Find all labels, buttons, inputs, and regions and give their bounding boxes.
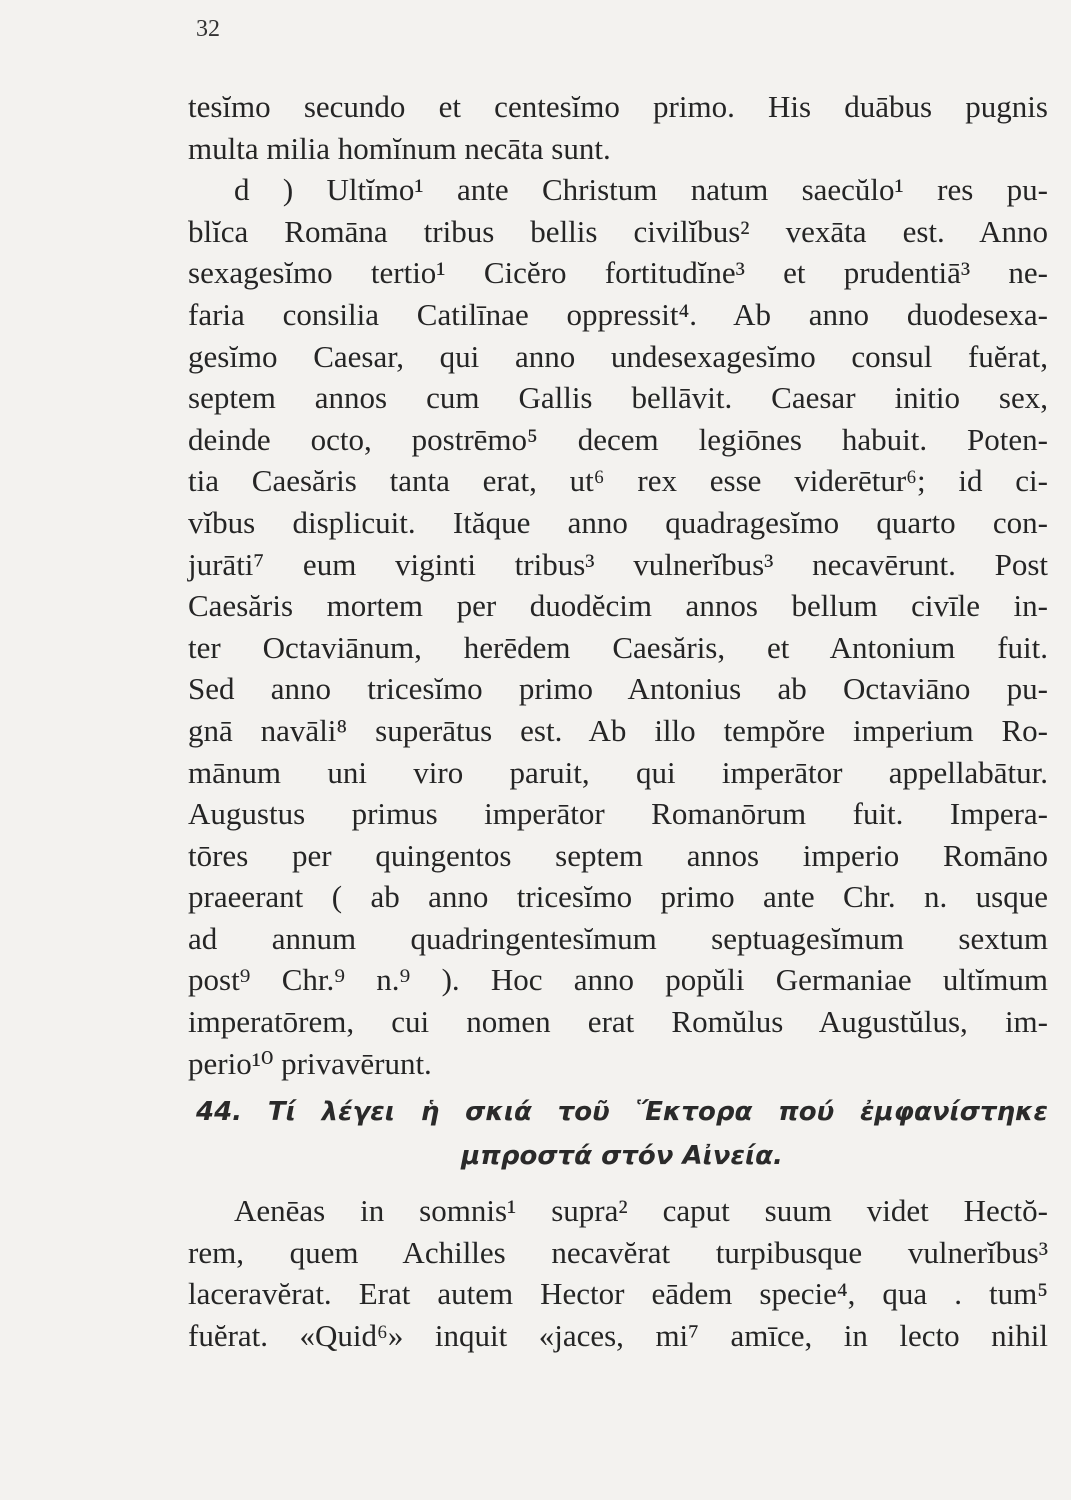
text-line: d ) Ultĭmo¹ ante Christum natum saecŭlo¹ res pu- xyxy=(234,172,1048,208)
text-line: blĭca Romāna tribus bellis civilĭbus² vexāta est. Anno xyxy=(188,213,1048,249)
text-line: laceravĕrat. Erat autem Hector eādem specie⁴, qua . tum⁵ xyxy=(188,1276,1048,1312)
text-line: gesĭmo Caesar, qui anno undesexagesĭmo consul fuĕrat, xyxy=(188,338,1048,374)
text-line: perio¹⁰ privavērunt. xyxy=(188,1045,432,1081)
page-number: 32 xyxy=(196,16,220,42)
text-line: ad annum quadringentesĭmum septuagesĭmum sextum xyxy=(188,920,1048,956)
text-line: Sed anno tricesĭmo primo Antonius ab Octaviāno pu- xyxy=(188,671,1048,707)
section-heading-line-2: μπροστά στόν Αἰνεία. xyxy=(461,1141,783,1171)
text-line: Aenēas in somnis¹ supra² caput suum videt Hectŏ- xyxy=(234,1193,1048,1228)
text-line: tia Caesăris tanta erat, ut⁶ rex esse viderētur⁶; id ci- xyxy=(188,463,1048,499)
text-line: multa milia homĭnum necāta sunt. xyxy=(188,130,611,166)
text-line: mānum uni viro paruit, qui imperātor appellabātur. xyxy=(188,754,1048,790)
text-line: post⁹ Chr.⁹ n.⁹ ). Hoc anno popŭli Germaniae ultĭmum xyxy=(188,962,1048,998)
paragraph-roman-history xyxy=(188,86,1048,1084)
text-line: tōres per quingentos septem annos imperio Romāno xyxy=(188,837,1048,873)
text-line: Augustus primus imperātor Romanōrum fuit. Impera- xyxy=(188,796,1048,832)
text-line: ter Octaviānum, herēdem Caesăris, et Antonium fuit. xyxy=(188,629,1048,665)
section-heading xyxy=(196,1090,1048,1178)
text-line: septem annos cum Gallis bellāvit. Caesar initio sex, xyxy=(188,380,1048,416)
text-line: rem, quem Achilles necavĕrat turpibusque vulnerĭbus³ xyxy=(188,1234,1048,1270)
text-line: sexagesĭmo tertio¹ Cicĕro fortitudĭne³ et prudentiā³ ne- xyxy=(188,255,1048,291)
text-line: vĭbus displicuit. Ităque anno quadragesĭmo quarto con- xyxy=(188,504,1048,540)
text-line: gnā navāli⁸ superātus est. Ab illo tempŏre imperium Ro- xyxy=(188,712,1048,748)
text-line: jurāti⁷ eum viginti tribus³ vulnerĭbus³ necavērunt. Post xyxy=(188,546,1048,582)
paragraph-aeneas xyxy=(188,1190,1048,1356)
text-line: Caesăris mortem per duodĕcim annos bellum civīle in- xyxy=(188,588,1048,624)
text-line: deinde octo, postrēmo⁵ decem legiōnes habuit. Poten- xyxy=(188,421,1048,457)
text-line: faria consilia Catilīnae oppressit⁴. Ab anno duodesexa- xyxy=(188,296,1048,332)
text-line: tesĭmo secundo et centesĭmo primo. His duābus pugnis xyxy=(188,89,1048,124)
text-line: fuĕrat. «Quid⁶» inquit «jaces, mi⁷ amīce, in lecto nihil xyxy=(188,1317,1048,1353)
text-line: imperatōrem, cui nomen erat Romŭlus Augustŭlus, im- xyxy=(188,1004,1048,1040)
text-line: praeerant ( ab anno tricesĭmo primo ante Chr. n. usque xyxy=(188,879,1048,915)
section-heading-line-1: 44. Τί λέγει ἡ σκιά τοῦ Ἕκτορα πού ἐμφανίστηκε xyxy=(196,1097,1048,1127)
